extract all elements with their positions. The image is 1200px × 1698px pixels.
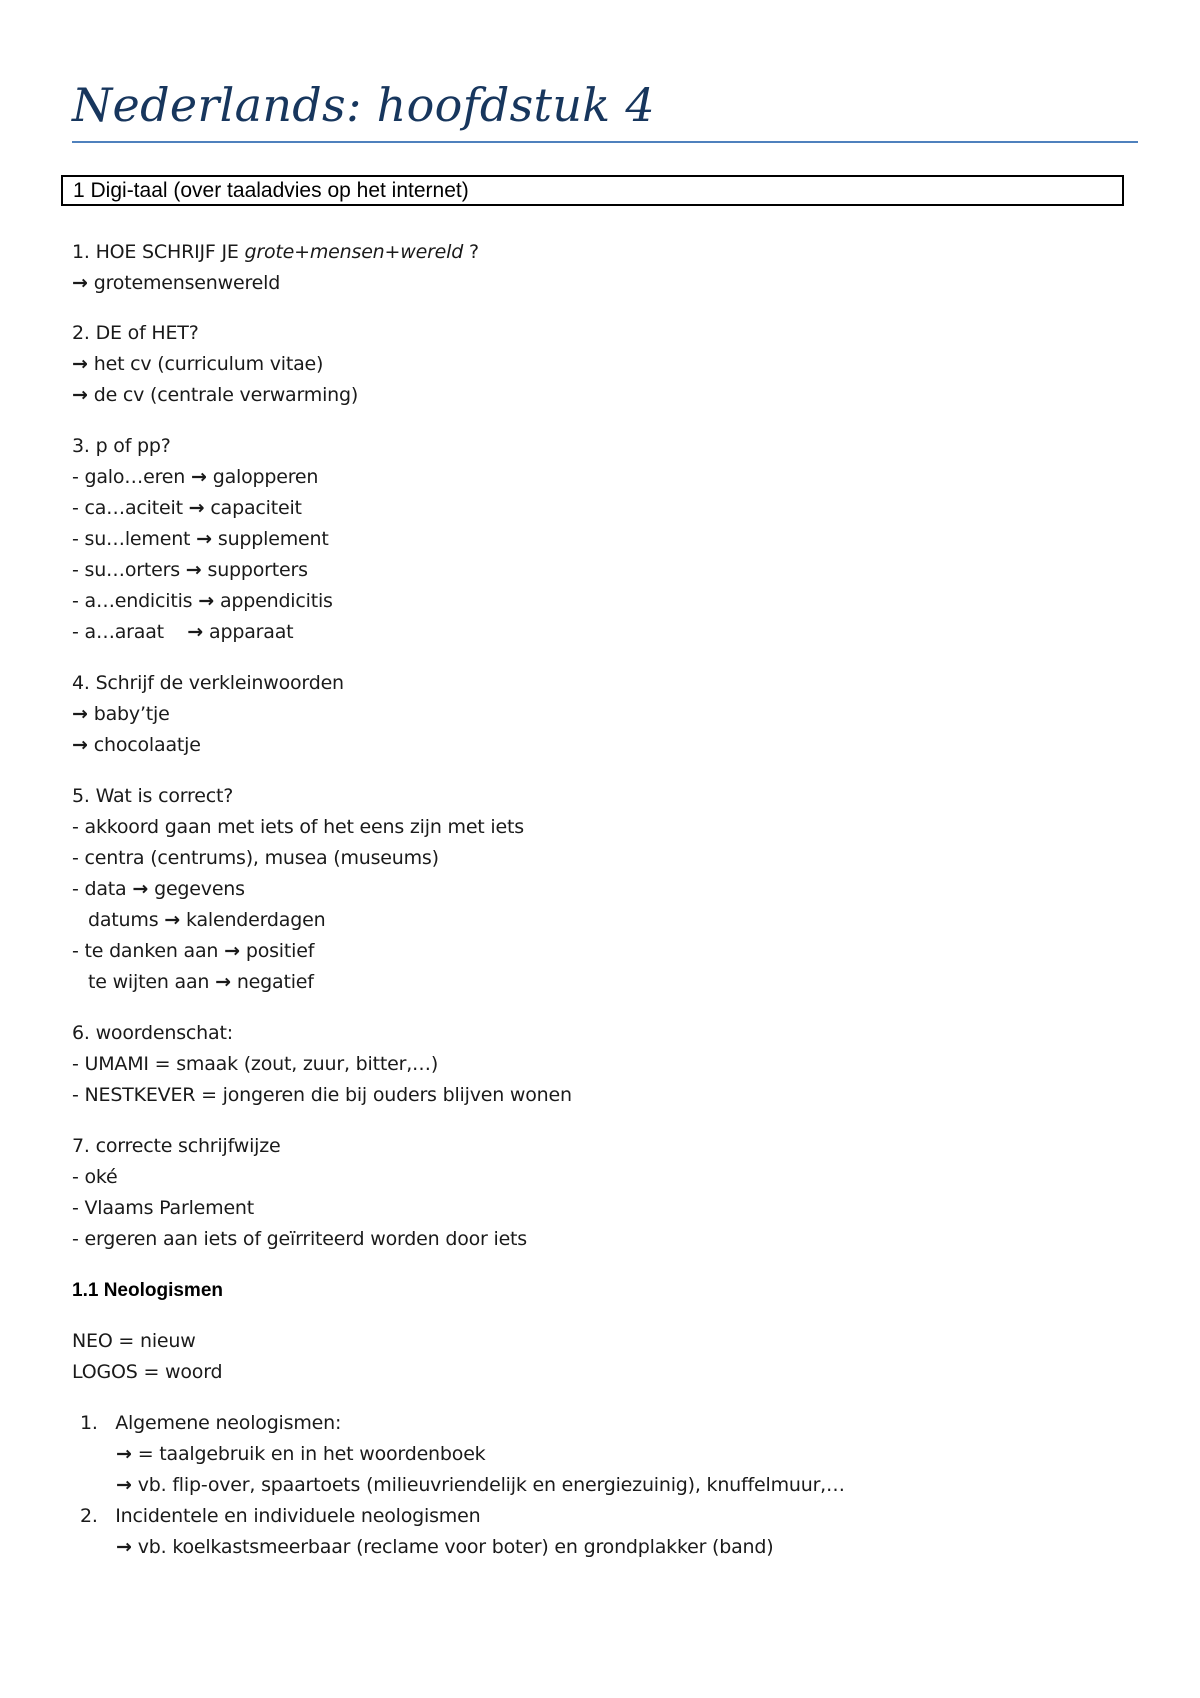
q3-item-answer: apparaat [209,621,294,643]
q3-item-answer: capaciteit [210,497,302,519]
q1-answer: grotemensenwereld [93,272,281,294]
q3-item-answer: supporters [207,559,308,581]
arrow-right-icon: → [198,590,214,612]
q4-answer-1: baby’tje [93,703,170,725]
q5-term: - data [72,878,127,900]
q4-answer-line [72,730,201,761]
neo-example-text: vb. flip-over, spaartoets (milieuvriendelijk en energiezuinig), knuffelmuur,… [137,1474,845,1496]
q5-term: - te danken aan [72,940,219,962]
q5-term: datums [88,909,159,931]
arrow-right-icon: → [215,971,231,993]
q1-suffix: ? [463,241,479,263]
neo-list-item-1: 1. Algemene neologismen: [80,1412,342,1434]
arrow-right-icon: → [132,878,149,900]
q3-item [72,586,333,617]
arrow-right-icon: → [224,940,240,962]
neo-list-item-2: 2. Incidentele en individuele neologismen [80,1505,481,1527]
arrow-right-icon: → [72,734,88,756]
q5-line-1: - akkoord gaan met iets of het eens zijn met iets [72,816,524,838]
q2-heading: 2. DE of HET? [72,322,199,344]
q3-item-question: - su…orters [72,559,186,581]
title-underline [72,141,1138,143]
arrow-right-icon: → [187,621,204,643]
q7-line-2: - Vlaams Parlement [72,1197,255,1219]
q2-answer-line [72,349,323,380]
arrow-right-icon: → [72,703,88,725]
q5-meaning: positief [245,940,315,962]
neo-definition-2: LOGOS = woord [72,1361,223,1383]
arrow-right-icon: → [116,1443,132,1465]
arrow-right-icon: → [190,466,207,488]
q7-line-1: - oké [72,1166,118,1188]
q5-line-5 [72,936,314,967]
subsection-heading: 1.1 Neologismen [72,1280,223,1301]
q3-item [72,617,293,648]
q3-heading: 3. p of pp? [72,435,171,457]
q2-answer-2: de cv (centrale verwarming) [93,384,359,406]
q1-term: grote+mensen+wereld [244,241,464,263]
q4-heading: 4. Schrijf de verkleinwoorden [72,672,344,694]
q1-answer-line [72,268,280,299]
section-heading-box: 1 Digi-taal (over taaladvies op het internet) [61,175,1124,206]
q5-line-4 [88,905,325,936]
q5-meaning: kalenderdagen [185,909,326,931]
q3-item-question: - su…lement [72,528,191,550]
q1-heading [72,237,479,268]
neo-detail-text: = taalgebruik en in het woordenboek [137,1443,486,1465]
q7-heading: 7. correcte schrijfwijze [72,1135,281,1157]
arrow-right-icon: → [196,528,212,550]
neo-definition-1: NEO = nieuw [72,1330,196,1352]
q5-line-6 [88,967,314,998]
q3-item-question: - galo…eren [72,466,186,488]
arrow-right-icon: → [116,1474,132,1496]
arrow-right-icon: → [72,384,88,406]
neo-list-item-1-example [116,1470,845,1501]
q5-term: te wijten aan [88,971,210,993]
q3-item-question: - a…endicitis [72,590,193,612]
q6-line-2: - NESTKEVER = jongeren die bij ouders blijven wonen [72,1084,572,1106]
q5-line-3 [72,874,245,905]
q3-item-answer: supplement [217,528,329,550]
page-title: Nederlands: hoofdstuk 4 [72,78,655,132]
arrow-right-icon: → [188,497,205,519]
q5-meaning: negatief [236,971,314,993]
q2-answer-1: het cv (curriculum vitae) [93,353,324,375]
q5-meaning: gegevens [154,878,245,900]
neo-list-item-2-example [116,1532,773,1563]
q3-item [72,555,308,586]
arrow-right-icon: → [164,909,180,931]
q5-line-2: - centra (centrums), musea (museums) [72,847,439,869]
neo-example-text: vb. koelkastsmeerbaar (reclame voor boter) en grondplakker (band) [137,1536,774,1558]
q3-item-answer: galopperen [212,466,319,488]
q3-item [72,524,329,555]
q3-item-answer: appendicitis [219,590,333,612]
q4-answer-2: chocolaatje [93,734,201,756]
q4-answer-line [72,699,170,730]
neo-list-item-1-detail [116,1439,485,1470]
q3-item [72,462,318,493]
arrow-right-icon: → [185,559,202,581]
q3-item-question: - ca…aciteit [72,497,189,519]
q3-item-question: - a…araat [72,621,182,643]
q6-line-1: - UMAMI = smaak (zout, zuur, bitter,…) [72,1053,439,1075]
arrow-right-icon: → [116,1536,132,1558]
arrow-right-icon: → [72,353,88,375]
q1-prefix: 1. HOE SCHRIJF JE [72,241,245,263]
q5-heading: 5. Wat is correct? [72,785,234,807]
q3-item [72,493,302,524]
q6-heading: 6. woordenschat: [72,1022,233,1044]
q7-line-3: - ergeren aan iets of geïrriteerd worden door iets [72,1228,528,1250]
q2-answer-line [72,380,358,411]
arrow-right-icon: → [72,272,88,294]
